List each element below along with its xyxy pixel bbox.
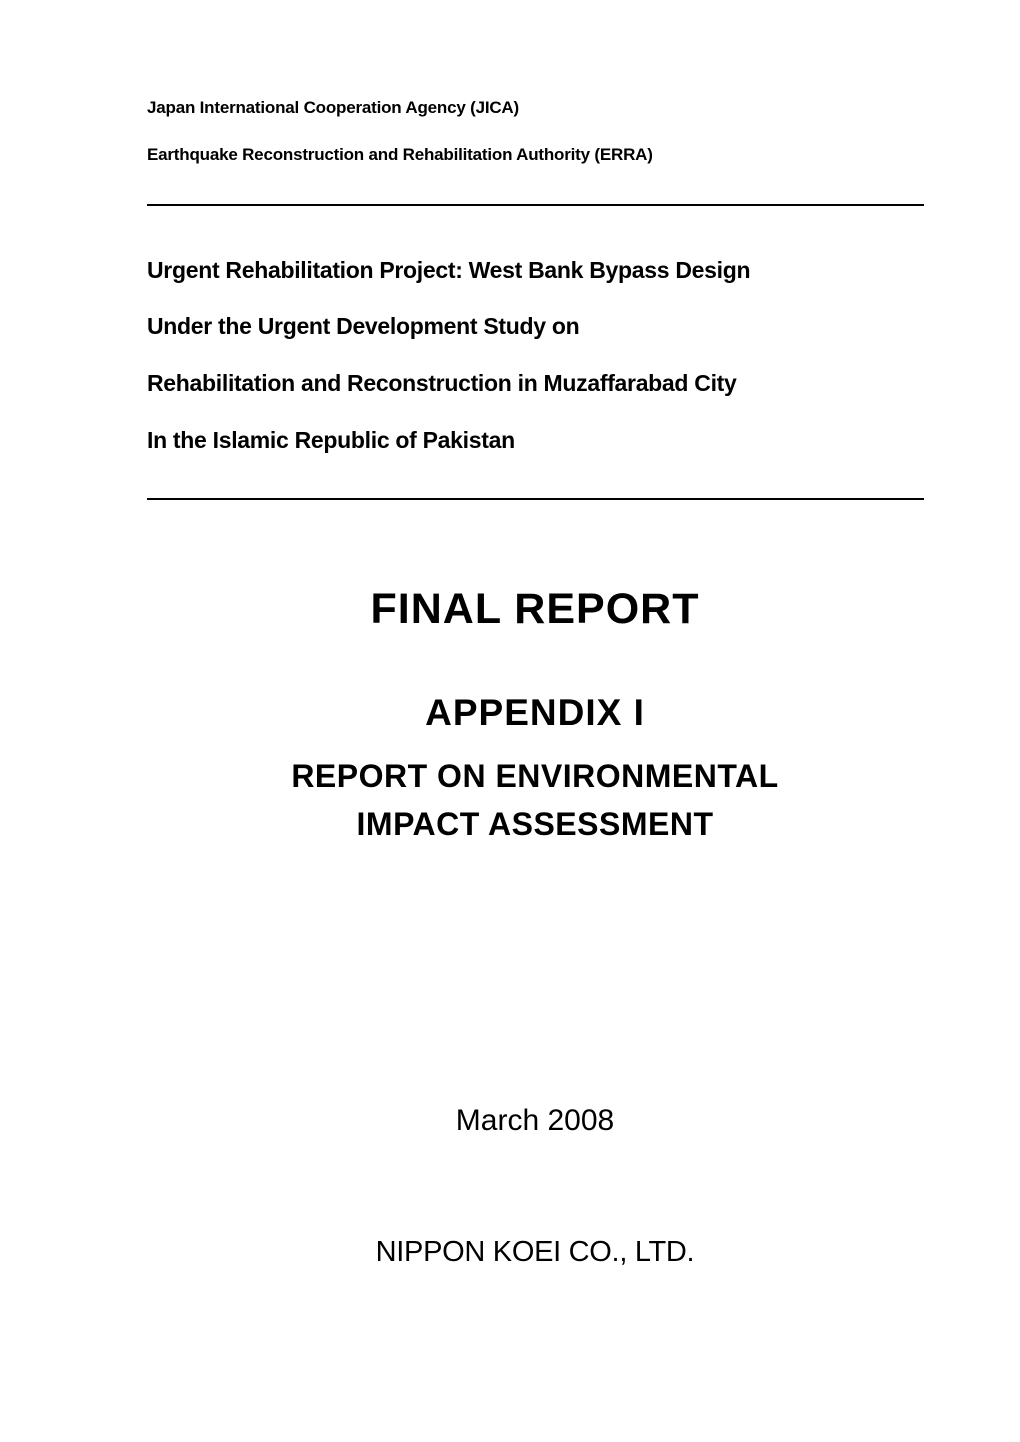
project-title-line-2: Under the Urgent Development Study on (147, 313, 580, 339)
top-divider (147, 204, 924, 206)
appendix-subtitle-line-1: REPORT ON ENVIRONMENTAL (291, 758, 779, 794)
organization-jica: Japan International Cooperation Agency (JICA) (147, 98, 519, 117)
project-title-line-1: Urgent Rehabilitation Project: West Bank Bypass Design (147, 257, 751, 283)
bottom-divider (147, 498, 924, 500)
company-name: NIPPON KOEI CO., LTD. (375, 1236, 695, 1268)
organization-erra: Earthquake Reconstruction and Rehabilitation Authority (ERRA) (147, 145, 653, 164)
report-title: FINAL REPORT (370, 585, 700, 633)
project-title-line-4: In the Islamic Republic of Pakistan (147, 427, 515, 453)
project-title-line-3: Rehabilitation and Reconstruction in Muzaffarabad City (147, 370, 737, 396)
report-date: March 2008 (455, 1104, 615, 1137)
appendix-subtitle-line-2: IMPACT ASSESSMENT (356, 806, 714, 842)
appendix-heading: APPENDIX I (425, 692, 645, 733)
